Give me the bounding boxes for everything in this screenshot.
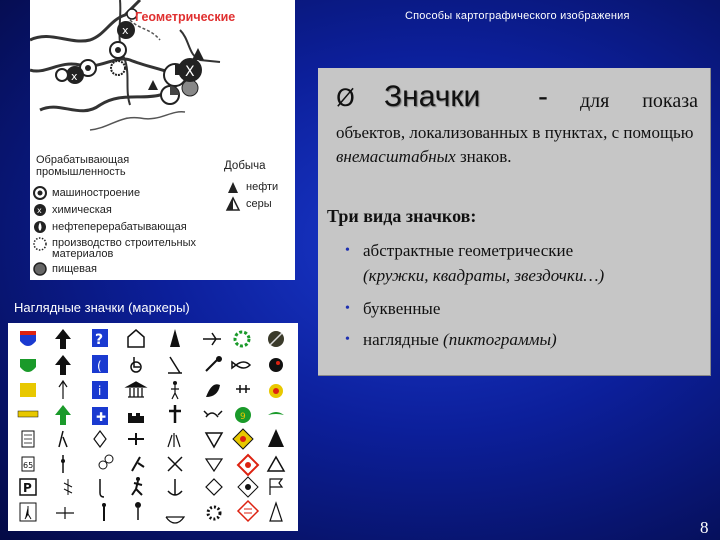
svg-text:9: 9 xyxy=(240,412,246,422)
ship-icon xyxy=(166,517,184,523)
svg-text:(: ( xyxy=(97,359,102,373)
legend-item-building-line1: производство строительных xyxy=(52,237,197,249)
legend-item-machinery: машиностроение xyxy=(52,187,141,199)
leaf-icon xyxy=(206,384,220,397)
definition-paragraph xyxy=(336,121,700,169)
legend-item-sulfur: серы xyxy=(246,198,272,210)
shield-sign-icon xyxy=(20,331,36,346)
pin-icon xyxy=(61,455,65,473)
yellow-sign-icon xyxy=(20,383,36,397)
speed-sign-icon xyxy=(22,457,34,471)
medical-sign-icon xyxy=(92,407,108,425)
bullet-text: буквенные xyxy=(363,299,441,318)
parking-sign-icon xyxy=(20,479,36,495)
sun-icon xyxy=(269,384,283,398)
fish-icon xyxy=(232,362,250,368)
runner-icon xyxy=(132,477,142,495)
legend-heading xyxy=(36,154,129,178)
deer-icon xyxy=(132,457,144,471)
museum-icon xyxy=(127,382,145,397)
paragraph-italic: внемасштабных xyxy=(336,147,456,166)
bullet-text: наглядные xyxy=(363,330,444,349)
legend-item-building-materials xyxy=(52,238,196,260)
crab-icon xyxy=(204,411,222,417)
triangle-down-icon xyxy=(206,433,222,447)
black-triangle-icon xyxy=(228,182,238,193)
svg-text:X: X xyxy=(185,64,195,80)
svg-text:P: P xyxy=(23,481,32,495)
green-badge-icon xyxy=(235,407,251,423)
svg-text:x: x xyxy=(122,24,129,37)
bullet-italic: (пиктограммы) xyxy=(443,330,557,349)
svg-text:?: ? xyxy=(95,332,104,348)
crossed-tools-icon xyxy=(168,457,182,471)
bug-icon xyxy=(269,358,283,372)
helicopter-icon xyxy=(56,507,74,519)
castle-icon xyxy=(128,413,144,423)
paragraph-part2: знаков. xyxy=(455,147,512,166)
hammer-icon xyxy=(206,356,222,371)
plane-icon xyxy=(128,433,144,445)
bone-icon xyxy=(102,503,106,521)
svg-text:✚: ✚ xyxy=(96,410,107,424)
legend-item-food: пищевая xyxy=(52,263,97,275)
diamond-outline-icon xyxy=(206,479,222,495)
cross-icon xyxy=(169,405,181,423)
fern-icon xyxy=(64,479,72,495)
tree-icon xyxy=(268,429,284,447)
svg-text:65: 65 xyxy=(23,461,34,470)
diamond-pattern-icon xyxy=(94,431,106,447)
arrow-right-up-icon xyxy=(55,355,71,375)
dotted-circle-icon xyxy=(34,238,46,250)
slide-title: Способы картографического изображения xyxy=(405,10,630,22)
danger-sign-icon xyxy=(238,501,258,521)
phone-sign-icon xyxy=(92,355,108,373)
list-item xyxy=(345,296,700,321)
compass-icon xyxy=(268,331,284,347)
paragraph-part1: объектов, локализованных в пунктах, с помощью xyxy=(336,123,694,142)
legend-item-building-line2: материалов xyxy=(52,248,114,260)
svg-text:x: x xyxy=(71,70,78,83)
legend-mining-heading: Добыча xyxy=(224,160,266,172)
heading-dash: - xyxy=(538,80,548,113)
signpost-icon xyxy=(135,502,141,520)
svg-text:x: x xyxy=(37,206,42,215)
bus-icon xyxy=(236,385,250,393)
word-dlya: для xyxy=(580,90,610,112)
bullet-sub-text: (кружки, квадраты, звездочки…) xyxy=(363,266,605,285)
page-number: 8 xyxy=(700,518,709,537)
grass-icon xyxy=(168,433,180,447)
heading-line xyxy=(336,80,698,116)
kinds-list xyxy=(345,238,700,352)
arrow-up-icon xyxy=(55,329,71,349)
hazard-sign-icon xyxy=(238,455,258,475)
warning-sign-icon xyxy=(233,429,253,449)
pictograms-illustration xyxy=(8,323,298,531)
green-shield-icon xyxy=(20,359,36,372)
legend-item-chemical: химическая xyxy=(52,204,112,216)
legend-item-oil: нефти xyxy=(246,181,279,193)
flower-icon xyxy=(235,332,249,346)
markers-heading: Наглядные значки (маркеры) xyxy=(14,300,190,315)
thin-arrow-icon xyxy=(59,381,67,399)
legend-heading-line2: промышленность xyxy=(36,166,126,178)
anchor-icon xyxy=(168,479,182,495)
hatched-circle-icon xyxy=(34,263,46,275)
hook-icon xyxy=(100,479,104,497)
triangle-outline-icon xyxy=(206,459,222,471)
legend-item-oil-refining: нефтеперерабатывающая xyxy=(52,221,187,233)
help-sign-icon xyxy=(92,329,108,348)
chart-sign-icon xyxy=(22,431,34,447)
camp-icon xyxy=(268,457,284,471)
three-kinds-heading: Три вида значков: xyxy=(327,206,477,226)
list-item xyxy=(345,238,700,263)
bullet-dot-icon: • xyxy=(345,301,350,316)
bird-icon xyxy=(268,412,284,415)
svg-text:i: i xyxy=(98,384,102,398)
level-sign-icon xyxy=(18,411,38,417)
house-icon xyxy=(128,330,144,347)
explosive-sign-icon xyxy=(238,477,258,497)
pedestrian-sign-icon xyxy=(20,503,36,521)
list-item xyxy=(345,327,700,352)
arrow-bullet-icon: Ø xyxy=(336,84,355,112)
green-arrow-icon xyxy=(55,405,71,425)
skier-icon xyxy=(168,357,182,373)
binoculars-icon xyxy=(99,455,113,469)
wheelchair-icon xyxy=(131,357,141,372)
flag-icon xyxy=(270,479,282,495)
hiker-icon xyxy=(59,431,67,447)
info-sign-icon xyxy=(92,381,108,399)
cone-icon xyxy=(270,503,282,521)
word-pokaza: показа xyxy=(642,90,698,112)
bullet-text: абстрактные геометрические xyxy=(363,241,574,260)
geometric-label: Геометрические xyxy=(135,10,236,24)
bullet-dot-icon: • xyxy=(345,243,350,258)
heading-word: Значки xyxy=(384,80,481,113)
pictogram-grid xyxy=(8,323,298,531)
tent-icon xyxy=(170,329,180,347)
airplane-icon xyxy=(203,333,221,345)
bullet-dot-icon: • xyxy=(345,332,350,347)
gear-icon xyxy=(208,507,220,519)
legend-heading-line1: Обрабатывающая xyxy=(36,154,130,166)
person-icon xyxy=(171,381,179,399)
